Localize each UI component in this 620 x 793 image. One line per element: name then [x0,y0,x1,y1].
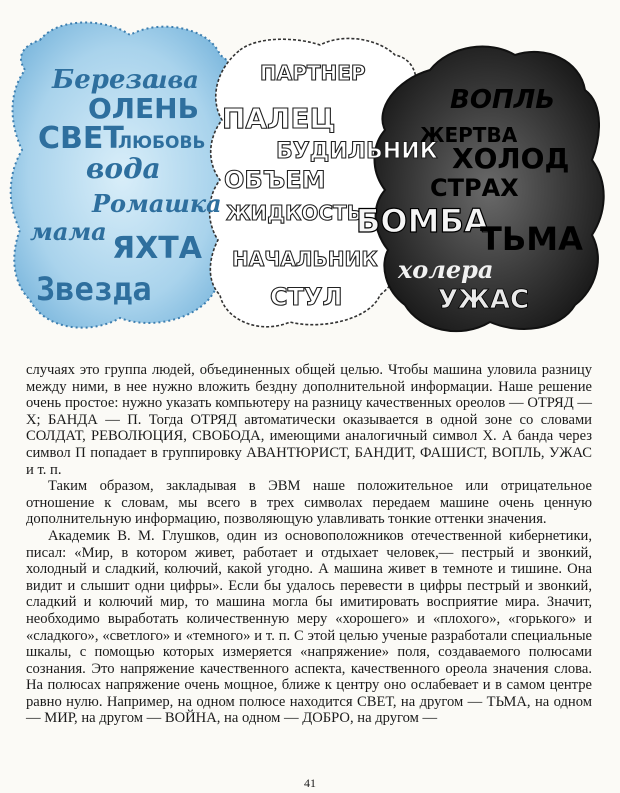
word-clouds-illustration [0,0,620,360]
neutral-word-nachalnik: НАЧАЛЬНИК [232,247,378,271]
paragraph-2: Таким образом, закладывая в ЭВМ наше положительное или отрицательное отношение к словам, мы всего в трех символах передаем машине очень ценную дополнительную информацию, позволяющую улавливать тонкие оттенки значения. [26,478,592,528]
dark-word-kholera: холера [398,255,494,284]
light-word-olen: ОЛЕНЬ [88,92,199,125]
paragraph-1: случаях это группа людей, объединенных общей целью. Чтобы машина уловила разницу между ними, в нее нужно вложить бездну дополнительной информации. Наше решение очень простое: нужно указать компьютеру на разницу качественных ореолов — ОТРЯД — X; БАНДА — П. Тогда ОТРЯД автоматически оказывается в одной зоне со словами СОЛДАТ, РЕВОЛЮЦИЯ, СВОБОДА, имеющими аналогичный символ X. А банда через символ П попадает в группировку АВАНТЮРИСТ, БАНДИТ, ФАШИСТ, ВОПЛЬ, УЖАС и т. п. [26,362,592,478]
dark-word-uzhas: УЖАС [438,285,530,315]
light-word-lyubov: ЛЮБОВЬ [118,133,206,153]
light-word-mama: мама [30,217,107,246]
light-word-yakhta: ЯХТА [112,231,202,266]
light-word-svet: СВЕТ [38,121,124,156]
neutral-word-zhidkost: ЖИДКОСТЬ [226,201,362,225]
dark-word-tma: ТЬМА [480,220,583,258]
light-word-voda: вода [86,152,161,185]
neutral-word-stul: СТУЛ [270,283,343,311]
light-word-iva: ива [150,65,199,94]
light-word-zvezda: Звезда [36,270,152,308]
body-text [26,362,592,727]
neutral-word-budilnik: БУДИЛЬНИК [276,139,438,164]
light-word-romashka: Ромашка [92,189,222,218]
word-clouds-svg [0,0,620,360]
dark-word-strakh: СТРАХ [430,174,519,202]
dark-word-kholod: ХОЛОД [452,142,570,175]
dark-word-zhertva: ЖЕРТВА [420,123,518,147]
paragraph-3: Академик В. М. Глушков, один из основоположников отечественной кибернетики, писал: «Мир, в котором живет, работает и отдыхает человек,— пестрый и звонкий, холодный и сладкий, колючий, какой угодно. А машина живет в темноте и тишине. Она видит и слышит одни цифры». Если бы удалось перевести в цифры пестрый и звонкий, сладкий и колючий мир, то машина могла бы имитировать восприятие мира. Значит, необходимо выработать количественную меру «хорошего» и «плохого», «горького» и «сладкого», «светлого» и «темного» и т. п. С этой целью ученые разработали специальные шкалы, с помощью которых измеряется «напряжение» поля, создаваемого полюсами сознания. Это напряжение качественного аспекта, качественного ореола значения слова. На полюсах напряжение очень мощное, ближе к центру оно ослабевает и в самом центре равно нулю. Например, на одном полюсе находится СВЕТ, на другом — ТЬМА, на одном — МИР, на другом — ВОЙНА, на одном — ДОБРО, на другом — [26,527,592,727]
neutral-word-obem: ОБЪЕМ [224,166,326,194]
neutral-word-palets: ПАЛЕЦ [222,102,336,135]
dark-word-vopl: ВОПЛЬ [450,85,556,115]
neutral-word-partner: ПАРТНЕР [260,61,366,85]
dark-word-bomba: БОМБА [356,202,489,240]
light-word-bereza: Береза [52,65,159,95]
page-number: 41 [304,776,316,790]
